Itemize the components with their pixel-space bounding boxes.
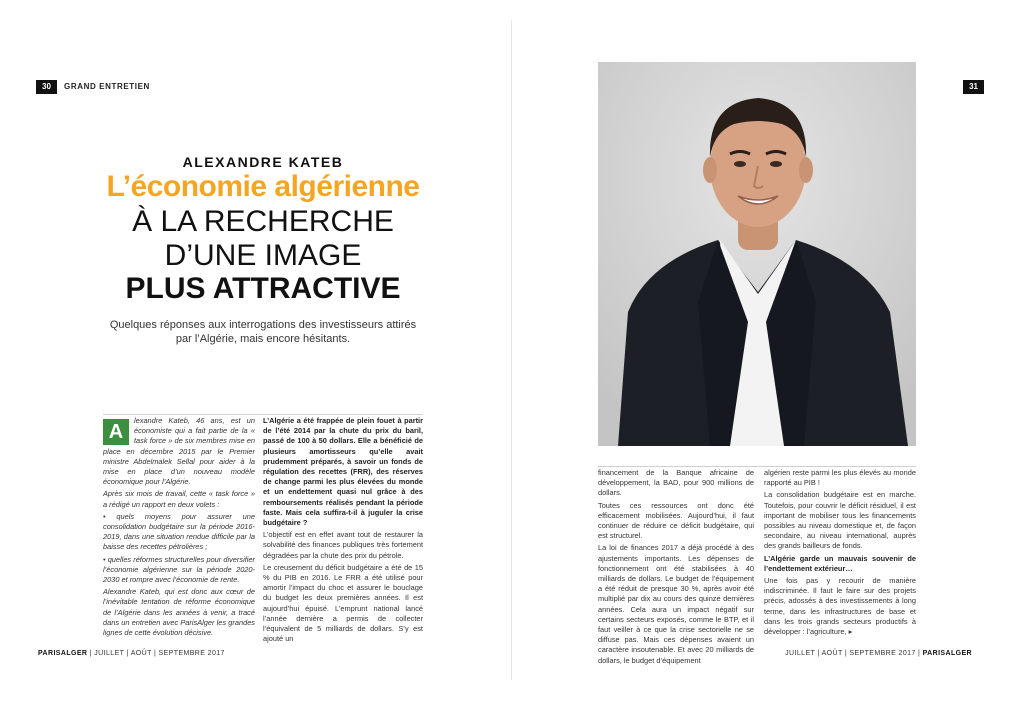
headline-line-2: À LA RECHERCHE	[132, 205, 394, 238]
portrait-illustration	[598, 62, 916, 446]
footer-brand: PARISALGER	[922, 650, 972, 657]
answer-paragraph-2: Le creusement du déficit budgétaire a été de 15 % du PIB en 2016. Le FRR a été utilisé pour amortir l’impact du choc et assurer le bouclage du budget les deux premières années. Il est aujourd’hui épuisé. L’emprunt national lancé l’année dernière a permis de collecter l’équivalent de 5 milliards de dollars. S’y est ajouté un	[263, 562, 423, 644]
footer-brand: PARISALGER	[38, 650, 88, 657]
answer-paragraph-4: Toutes ces ressources ont donc été efficacement mobilisées. Aujourd’hui, il faut continuer de réduire ce déficit budgétaire, qui est structurel.	[598, 500, 754, 541]
drop-cap: A	[103, 419, 129, 445]
footer-left	[38, 650, 225, 657]
headline-line-1: L’économie algérienne	[106, 170, 420, 203]
intro-bullet-2: • quelles réformes structurelles pour diversifier l’économie algérienne sur la période 2020-2030 et rompre avec l’économie de rente.	[103, 554, 255, 585]
portrait-photo	[598, 62, 916, 446]
interview-question-1: L’Algérie a été frappée de plein fouet à partir de l’été 2014 par la chute du prix du baril, passé de 100 à 50 dollars. Elle a bénéficié de plusieurs amortisseurs qu’elle avait prudemment préparés, à savoir un fonds de régulation des recettes (FRR), des réserves de change parmi les plus élevées du monde et un endettement quasi nul grâce à des remboursements réalisés pendant la période faste. Mais cela suffira-t-il à juguler la crise budgétaire ?	[263, 416, 423, 528]
answer-paragraph-8: Une fois pas y recourir de manière indiscriminée. Il faut le faire sur des projets précis, adossés à des investissements à long terme, dans les infrastructures de base et dans les trois grands secteurs productifs à développer : l’agriculture, ▸	[764, 576, 916, 637]
section-label: GRAND ENTRETIEN	[64, 82, 150, 91]
answer-paragraph-6: algérien reste parmi les plus élevés au monde rapporté au PIB !	[764, 468, 916, 488]
headline-line-3: D’UNE IMAGE	[164, 239, 362, 272]
article-column-4	[764, 468, 916, 660]
footer-date: JUILLET | AOÛT | SEPTEMBRE 2017 |	[785, 650, 923, 657]
left-page	[28, 72, 498, 672]
article-column-1	[103, 416, 255, 658]
answer-paragraph-7: La consolidation budgétaire est en marche. Toutefois, pour couvrir le déficit résiduel, il est important de mobiliser tous les financements possibles au niveau domestique et, de façon secondaire, au niveau international, auprès des grands bailleurs de fonds.	[764, 490, 916, 551]
right-page	[512, 72, 996, 672]
column-rule	[103, 414, 423, 415]
standfirst: Quelques réponses aux interrogations des investisseurs attirés par l’Algérie, mais encore hésitants.	[109, 319, 417, 345]
headline-line-4: PLUS ATTRACTIVE	[125, 272, 401, 305]
intro-paragraph-3: Alexandre Kateb, qui est donc aux cœur de l’inévitable tentation de réforme économique de l’Algérie dans les années à venir, a tracé dans un entretien avec ParisAlger les grandes lignes de cette évolution décisive.	[103, 587, 255, 638]
interview-question-2: L’Algérie garde un mauvais souvenir de l’endettement extérieur…	[764, 553, 916, 573]
footer-right	[785, 650, 972, 657]
author-name: ALEXANDRE KATEB	[182, 154, 344, 170]
answer-paragraph-3: financement de la Banque africaine de développement, la BAD, pour 900 millions de dollars.	[598, 468, 754, 498]
article-column-3	[598, 468, 754, 665]
page-number-right: 31	[963, 80, 984, 94]
article-column-2	[263, 416, 423, 658]
answer-paragraph-1: L’objectif est en effet avant tout de restaurer la solvabilité des finances publiques très fortement dégradées par la chute des prix du pétrole.	[263, 530, 423, 560]
intro-bullet-1: • quels moyens pour assurer une consolidation budgétaire sur la période 2016-2019, dans une situation rendue difficile par la baisse des recettes pétrolières ;	[103, 511, 255, 552]
intro-paragraph-2: Après six mois de travail, cette « task force » a rédigé un rapport en deux volets :	[103, 489, 255, 509]
footer-date: | JUILLET | AOÛT | SEPTEMBRE 2017	[87, 650, 225, 657]
page-number-left: 30	[36, 80, 57, 94]
answer-paragraph-5: La loi de finances 2017 a déjà procédé à des ajustements importants. Les dépenses de fonctionnement ont été stabilisées à 40 milliards de dollars. Le budget de l’équipement a été réduit de presque 30 %, après avoir été multiplié par dix au cours des quinze dernières années. Cela aura un impact négatif sur certains secteurs exposés, comme le BTP, et il faut veiller à ce que la crise sectorielle ne se diffuse pas. Mais ces dépenses avaient un caractère insoutenable. Et avec 20 milliards de dollars, le budget d’équipement	[598, 543, 754, 665]
column-rule	[598, 466, 916, 467]
intro-paragraph: lexandre Kateb, 46 ans, est un économiste qui a fait partie de la « task force » de six membres mise en place en décembre 2015 par le Premier ministre Abdelmalek Sellal pour aider à la mise en place d’un nouveau modèle économique pour l’Algérie.	[103, 416, 255, 487]
